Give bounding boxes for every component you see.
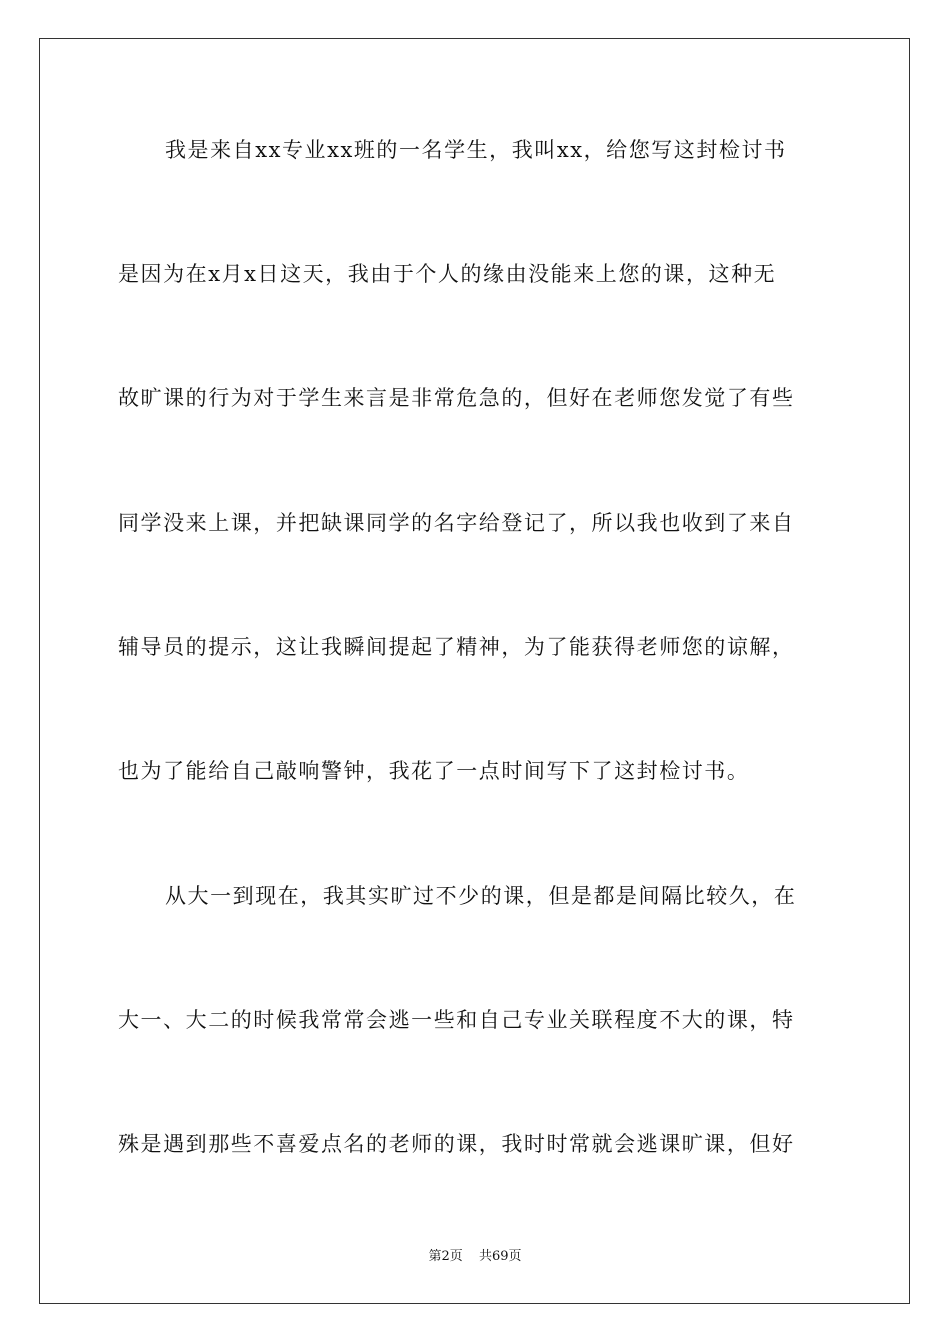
paragraph-line: 辅导员的提示，这让我瞬间提起了精神，为了能获得老师您的谅解，	[118, 635, 795, 659]
total-pages: 共69页	[478, 1249, 522, 1264]
paragraph-line: 同学没来上课，并把缺课同学的名字给登记了，所以我也收到了来自	[118, 511, 795, 535]
page-number: 第2页	[428, 1249, 463, 1264]
paragraph-line: 我是来自xx专业xx班的一名学生，我叫xx，给您写这封检讨书	[165, 138, 787, 162]
paragraph-line: 从大一到现在，我其实旷过不少的课，但是都是间隔比较久，在	[165, 884, 797, 908]
page-footer	[0, 1248, 950, 1266]
paragraph-line: 故旷课的行为对于学生来言是非常危急的，但好在老师您发觉了有些	[118, 386, 795, 410]
paragraph-line: 殊是遇到那些不喜爱点名的老师的课，我时时常就会逃课旷课，但好	[118, 1132, 795, 1156]
paragraph-line: 也为了能给自己敲响警钟，我花了一点时间写下了这封检讨书。	[118, 759, 750, 783]
paragraph-line: 大一、大二的时候我常常会逃一些和自己专业关联程度不大的课，特	[118, 1008, 795, 1032]
page-border	[39, 38, 910, 1304]
paragraph-line: 是因为在x月x日这天，我由于个人的缘由没能来上您的课，这种无	[118, 262, 777, 286]
